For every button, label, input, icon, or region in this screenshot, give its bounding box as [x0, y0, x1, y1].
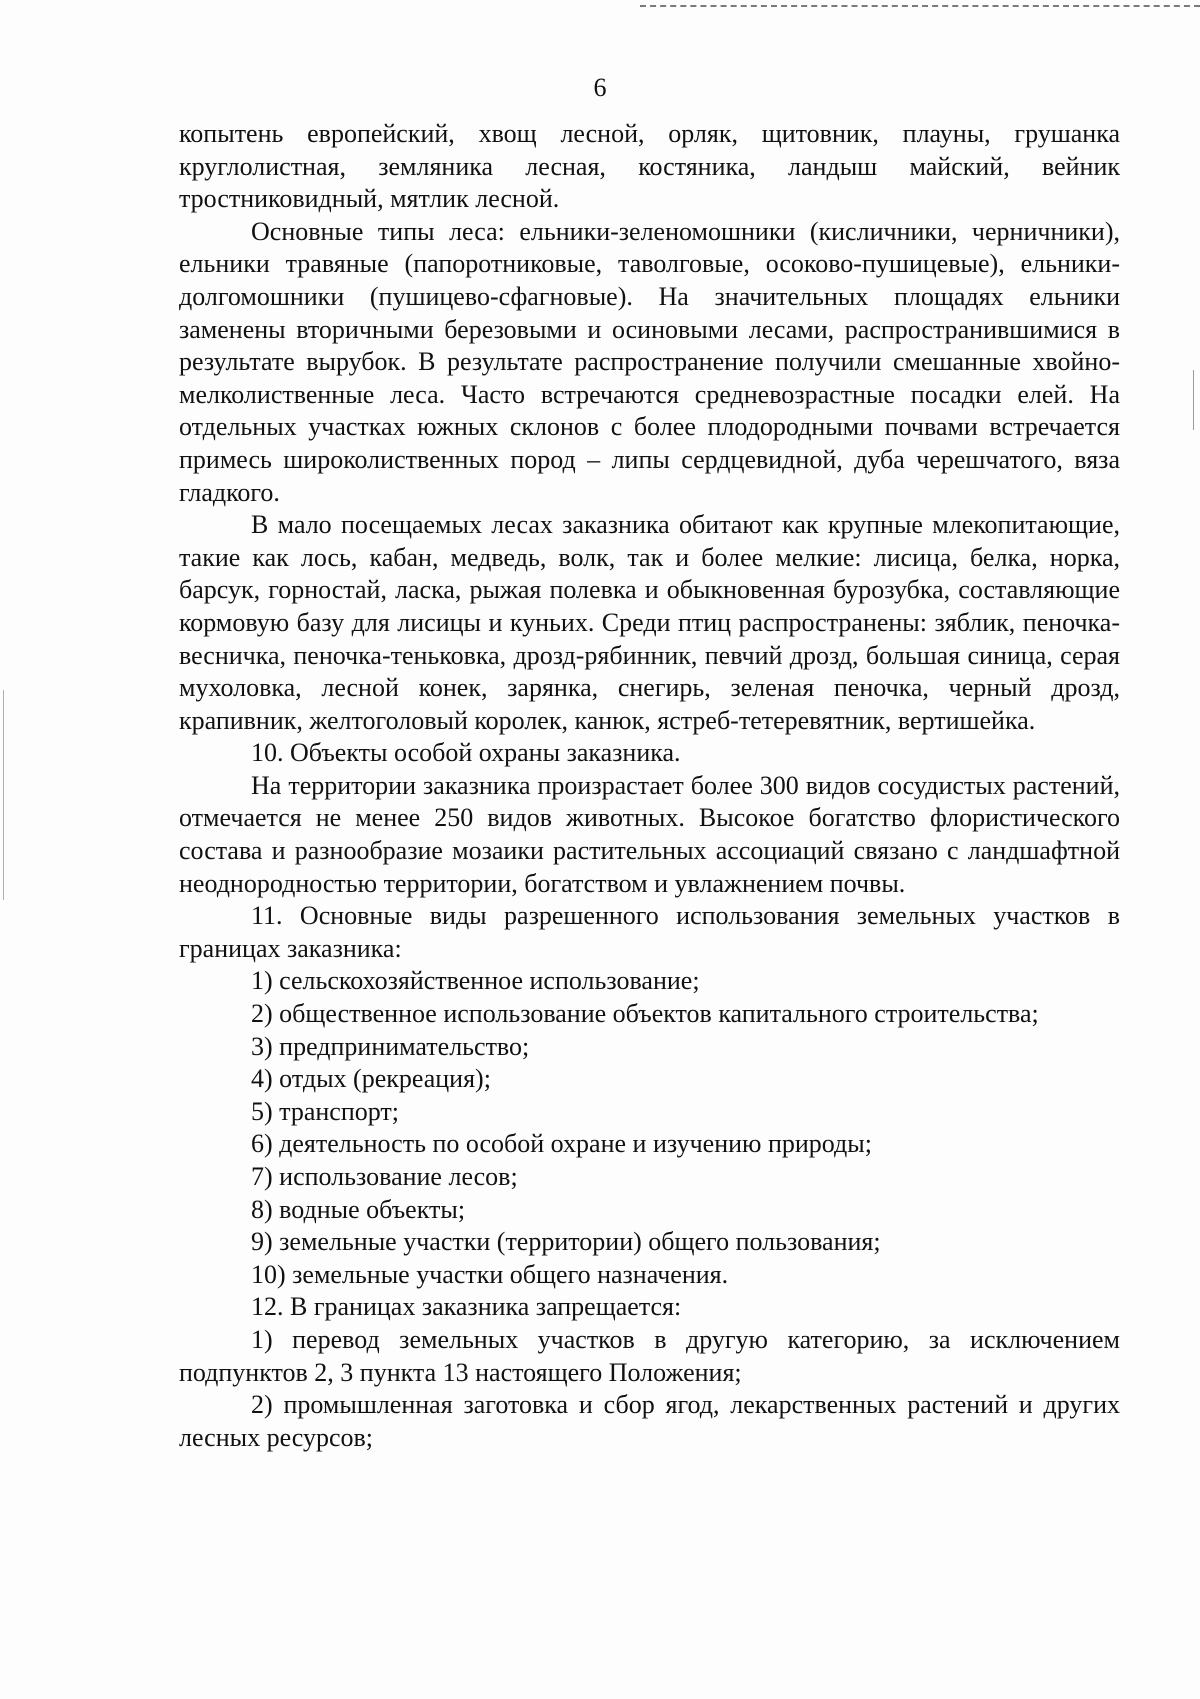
- scan-edge-right: [1193, 370, 1194, 430]
- list-item: 1) сельскохозяйственное использование;: [251, 966, 700, 996]
- section-heading: 12. В границах заказника запрещается:: [251, 1292, 682, 1322]
- paragraph: На территории заказника произрастает более 300 видов сосудистых растений, отмечается не менее 250 видов животных. Высокое богатство флористического состава и разнообразие мозаики растительных ассоциаций связано с ландшафтной неоднородностью территории, богатством и увлажнением почвы.: [179, 770, 1120, 898]
- list-item: 8) водные объекты;: [251, 1194, 466, 1224]
- page-number: 6: [593, 73, 607, 102]
- section-heading: 10. Объекты особой охраны заказника.: [251, 738, 681, 768]
- scan-edge-left: [3, 690, 4, 900]
- scan-edge-top: [640, 5, 1200, 7]
- section-heading: 11. Основные виды разрешенного использования земельных участков в границах заказника:: [179, 901, 1120, 963]
- paragraph: Основные типы леса: ельники-зеленомошники (кисличники, черничники), ельники травяные (папоротниковые, таволговые, осоково-пушицевые), ельники-долгомошники (пушицево-сфагновые). На значительных площадях ельники заменены вторичными березовыми и осиновыми лесами, распространившимися в результате вырубок. В результате распространение получили смешанные хвойно-мелколиственные леса. Часто встречаются средневозрастные посадки елей. На отдельных участках южных склонов с более плодородными почвами встречается примесь широколиственных пород – липы сердцевидной, дуба черешчатого, вяза гладкого.: [179, 216, 1120, 507]
- list-item: 1) перевод земельных участков в другую категорию, за исключением подпунктов 2, 3 пункта 13 настоящего Положения;: [179, 1324, 1120, 1387]
- paragraph: копытень европейский, хвощ лесной, орляк, щитовник, плауны, грушанка круглолистная, земляника лесная, костяника, ландыш майский, вейник тростниковидный, мятлик лесной.: [179, 119, 1120, 214]
- list-item: 5) транспорт;: [251, 1096, 399, 1126]
- list-item: 4) отдых (рекреация);: [251, 1064, 491, 1094]
- list-item: 2) промышленная заготовка и сбор ягод, лекарственных растений и других лесных ресурсов;: [179, 1390, 1120, 1452]
- list-item: 10) земельные участки общего назначения.: [251, 1259, 729, 1289]
- list-item: 2) общественное использование объектов капитального строительства;: [251, 999, 1039, 1029]
- list-item: 7) использование лесов;: [251, 1162, 518, 1191]
- document-body: [179, 118, 1120, 1454]
- list-item: 6) деятельность по особой охране и изучению природы;: [251, 1129, 872, 1159]
- list-item: 9) земельные участки (территории) общего пользования;: [251, 1227, 881, 1257]
- paragraph: В мало посещаемых лесах заказника обитают как крупные млекопитающие, такие как лось, кабан, медведь, волк, так и более мелкие: лисица, белка, норка, барсук, горностай, ласка, рыжая полевка и обыкновенная бурозубка, составляющие кормовую базу для лисицы и куньих. Среди птиц распространены: зяблик, пеночка-весничка, пеночка-теньковка, дрозд-рябинник, певчий дрозд, большая синица, серая мухоловка, лесной конек, зарянка, снегирь, зеленая пеночка, черный дрозд, крапивник, желтоголовый королек, канюк, ястреб-тетеревятник, вертишейка.: [179, 510, 1120, 735]
- list-item: 3) предпринимательство;: [251, 1031, 530, 1061]
